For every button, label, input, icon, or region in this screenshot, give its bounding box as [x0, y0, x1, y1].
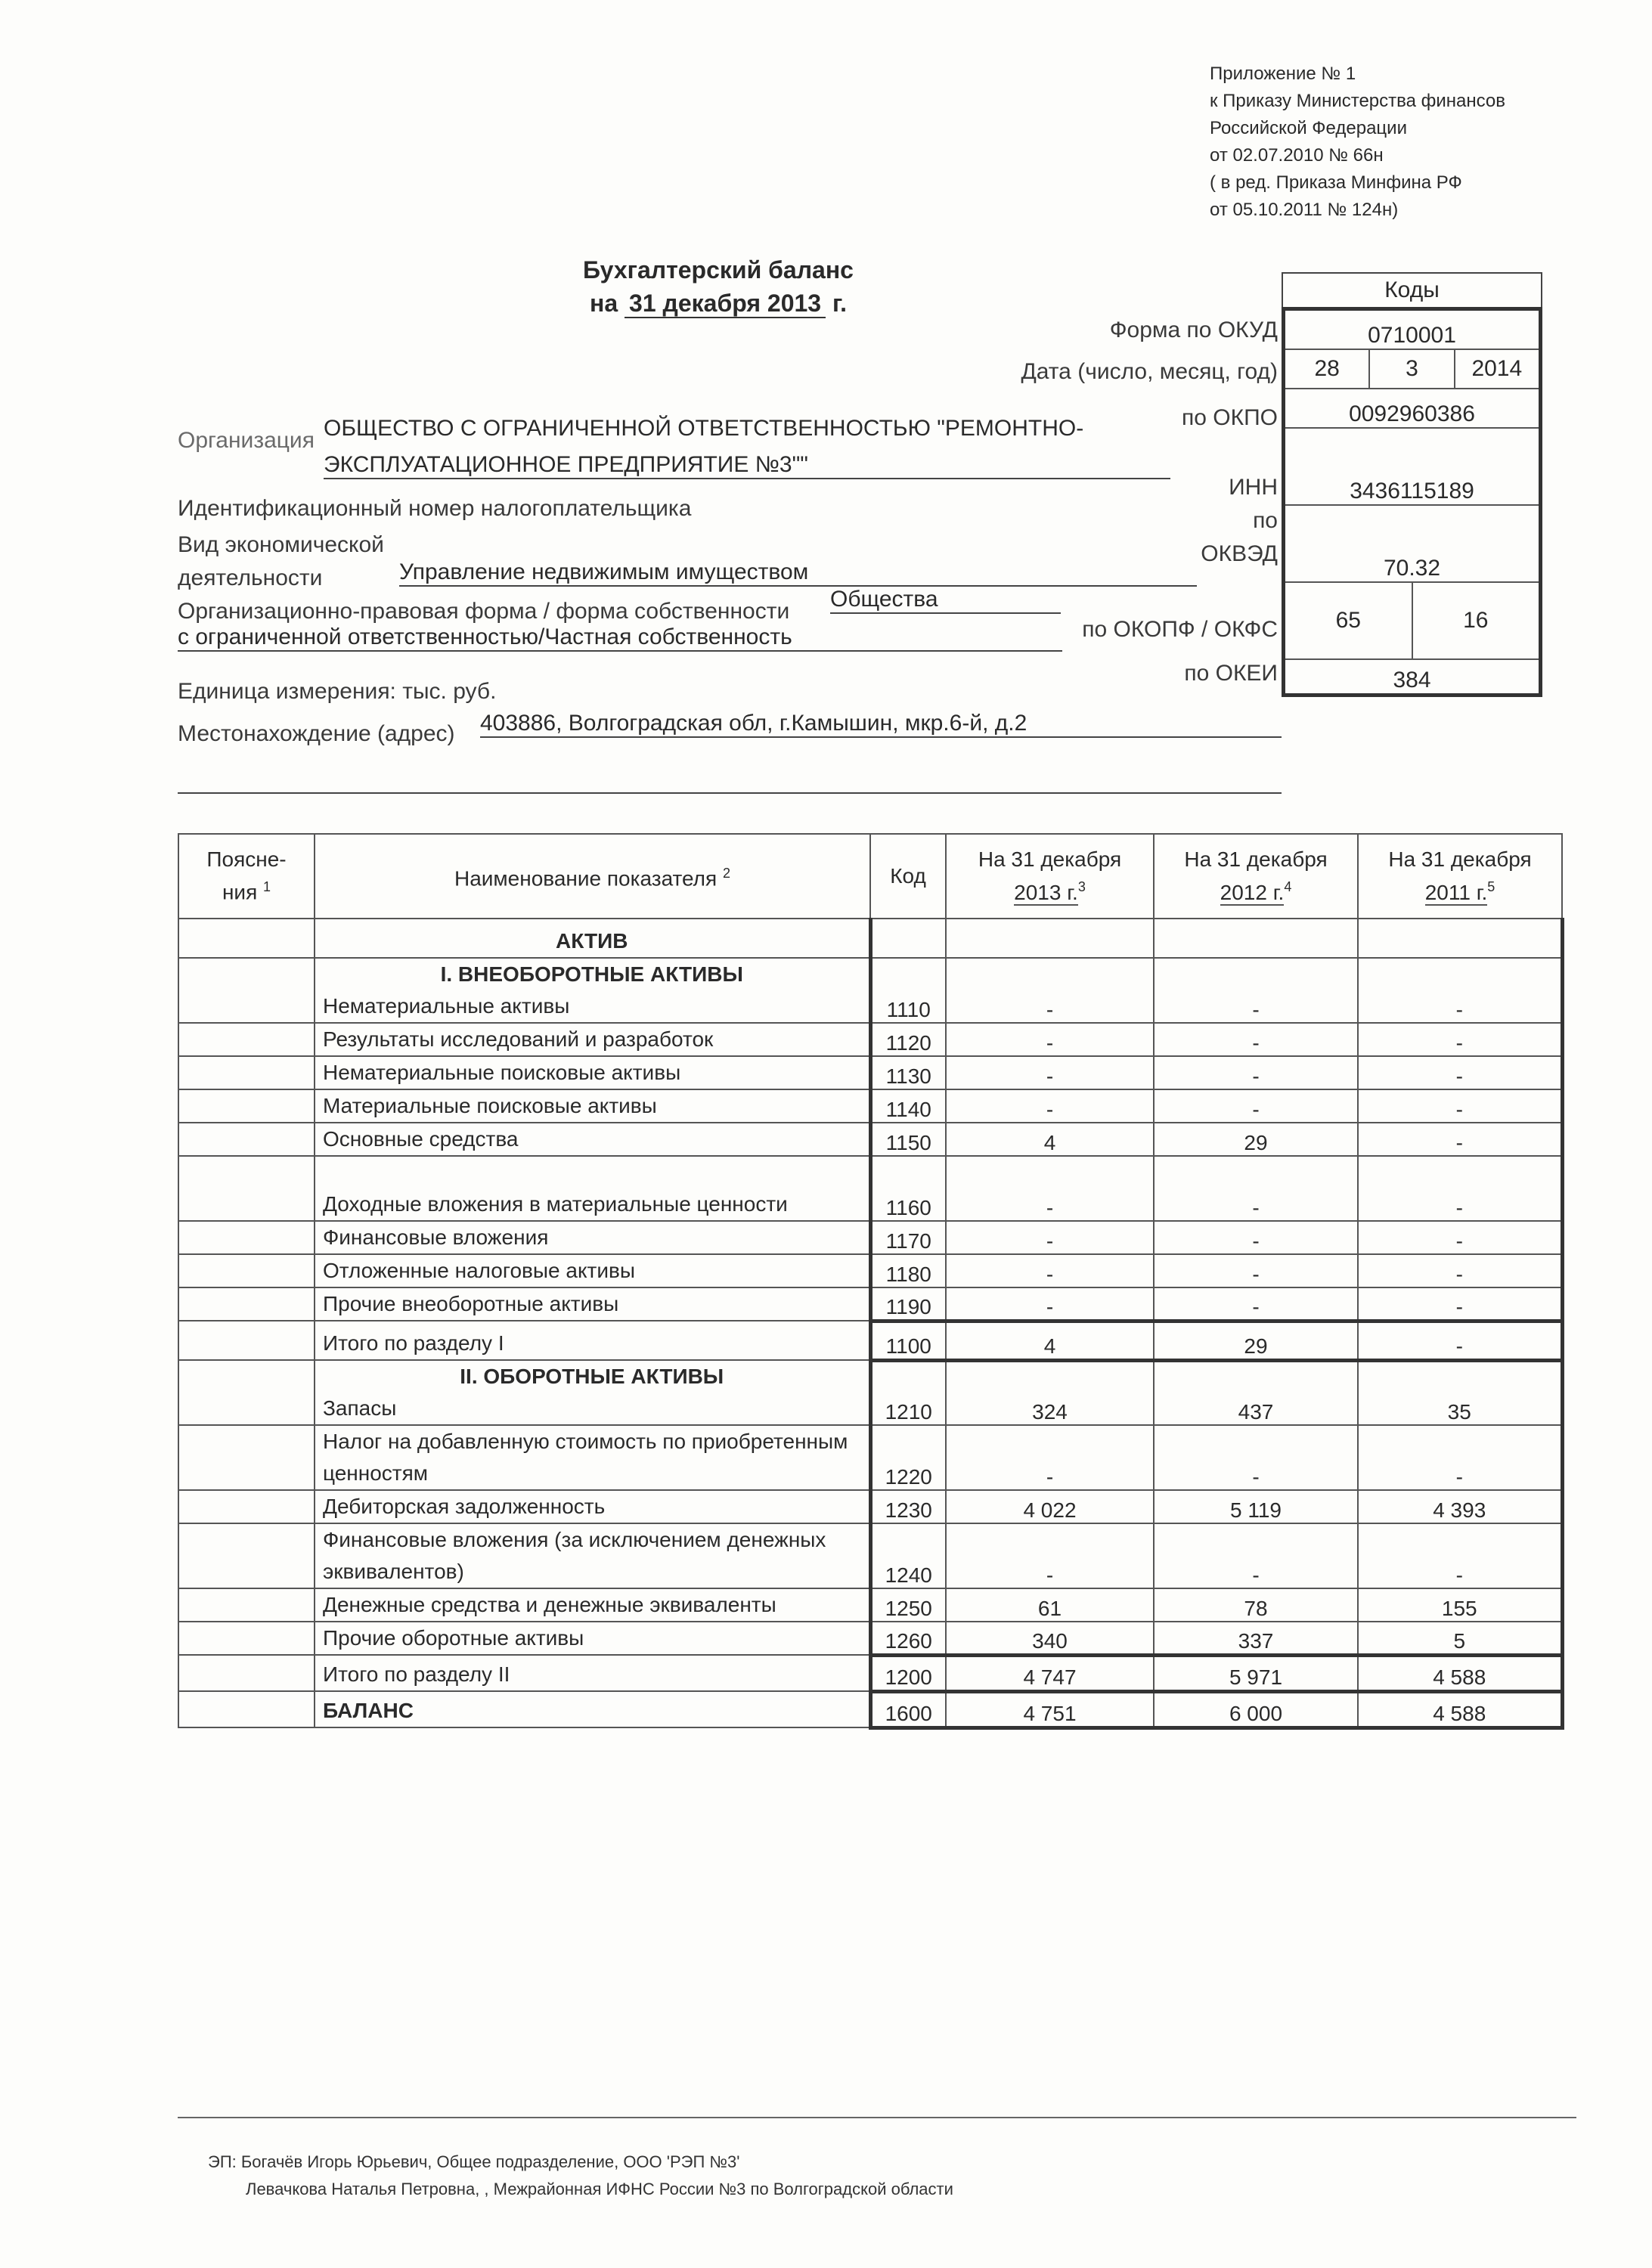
row-code: 1230: [870, 1490, 946, 1523]
date-values: [1285, 350, 1539, 389]
row-code: 1120: [870, 1023, 946, 1056]
row-code: 1150: [870, 1123, 946, 1156]
appendix-line: Приложение № 1: [1210, 64, 1356, 84]
value-2013: -: [946, 1156, 1154, 1221]
appendix-line: ( в ред. Приказа Минфина РФ: [1210, 172, 1462, 193]
org-label: Организация: [178, 428, 315, 453]
table-row: [178, 1490, 1562, 1523]
title-prefix: на: [590, 290, 618, 317]
legal-form-value-1: Общества: [830, 587, 1061, 614]
legal-form-value-2: с ограниченной ответственностью/Частная собственность: [178, 624, 1062, 652]
value-2011: -: [1358, 958, 1562, 1023]
table-row: [178, 1360, 1562, 1425]
header-code: Код: [870, 834, 946, 919]
appendix-line: от 02.07.2010 № 66н: [1210, 145, 1384, 166]
value-2013: -: [946, 1089, 1154, 1123]
value-2013: 61: [946, 1588, 1154, 1622]
value-2011: -: [1358, 1254, 1562, 1287]
appendix-note: [1210, 60, 1505, 224]
note-cell: [178, 1089, 315, 1123]
appendix-line: от 05.10.2011 № 124н): [1210, 200, 1399, 220]
row-name-cell: [315, 958, 870, 1023]
row-name: Денежные средства и денежные эквиваленты: [323, 1593, 776, 1616]
row-name: Финансовые вложения (за исключением денежных эквивалентов): [323, 1528, 826, 1583]
table-row: [178, 1156, 1562, 1221]
date-label: Дата (число, месяц, год): [1021, 359, 1278, 384]
okpo-value: 0092960386: [1285, 389, 1539, 429]
appendix-line: к Приказу Министерства финансов: [1210, 91, 1506, 111]
note-cell: [178, 919, 315, 958]
okud-label: Форма по ОКУД: [1109, 318, 1278, 342]
table-row: [178, 1622, 1562, 1655]
row-name-cell: [315, 1321, 870, 1360]
row-code: 1240: [870, 1523, 946, 1588]
section-title: I. ВНЕОБОРОТНЫЕ АКТИВЫ: [440, 962, 743, 986]
value-2011: -: [1358, 1089, 1562, 1123]
appendix-line: Российской Федерации: [1210, 118, 1407, 138]
note-cell: [178, 1425, 315, 1490]
value-2013: 324: [946, 1360, 1154, 1425]
note-cell: [178, 1622, 315, 1655]
unit-label: Единица измерения: тыс. руб.: [178, 679, 497, 704]
row-name: Нематериальные поисковые активы: [323, 1061, 681, 1084]
value-2012: 29: [1154, 1123, 1358, 1156]
value-2013: -: [946, 1254, 1154, 1287]
row-name-cell: [315, 1523, 870, 1588]
okved-value: 70.32: [1285, 506, 1539, 583]
row-name-cell: [315, 1588, 870, 1622]
row-name: Итого по разделу I: [323, 1331, 504, 1355]
value-2013: -: [946, 1221, 1154, 1254]
row-name: Результаты исследований и разработок: [323, 1027, 714, 1051]
row-name-cell: [315, 1490, 870, 1523]
header-note: Поясне- ния $^1$: [178, 834, 315, 919]
row-name: Итого по разделу II: [323, 1662, 510, 1686]
value-2011: -: [1358, 1023, 1562, 1056]
row-name-cell: [315, 1156, 870, 1221]
value-2011: 4 588: [1358, 1691, 1562, 1727]
row-code: 1250: [870, 1588, 946, 1622]
row-code: 1220: [870, 1425, 946, 1490]
row-code: 1160: [870, 1156, 946, 1221]
row-name: Отложенные налоговые активы: [323, 1259, 635, 1282]
note-cell: [178, 1056, 315, 1089]
row-name-cell: [315, 1221, 870, 1254]
row-name: Прочие оборотные активы: [323, 1626, 584, 1650]
table-row: [178, 1588, 1562, 1622]
table-row: [178, 1655, 1562, 1691]
value-2012: 78: [1154, 1588, 1358, 1622]
table-row: [178, 1221, 1562, 1254]
row-name: Основные средства: [323, 1127, 519, 1151]
document-title: [522, 253, 915, 320]
balance-table: [178, 833, 1564, 1730]
row-name-cell: [315, 1691, 870, 1727]
row-name: БАЛАНС: [323, 1699, 414, 1722]
note-cell: [178, 1287, 315, 1321]
header-2013: На 31 декабря 2013 г.$^3$: [946, 834, 1154, 919]
activity-label-2: деятельности: [178, 565, 323, 590]
value-2013: 4: [946, 1123, 1154, 1156]
note-cell: [178, 1254, 315, 1287]
inn-label: Идентификационный номер налогоплательщика: [178, 496, 692, 521]
value-2013: 4 022: [946, 1490, 1154, 1523]
table-row: [178, 1287, 1562, 1321]
note-cell: [178, 1321, 315, 1360]
value-2012: -: [1154, 1156, 1358, 1221]
value-2012: 5 119: [1154, 1490, 1358, 1523]
value-2012: -: [1154, 1089, 1358, 1123]
row-name-cell: [315, 1425, 870, 1490]
note-cell: [178, 1691, 315, 1727]
value-2011: 155: [1358, 1588, 1562, 1622]
value-2013: -: [946, 1425, 1154, 1490]
row-name: Прочие внеоборотные активы: [323, 1292, 619, 1315]
value-2011: 4 588: [1358, 1655, 1562, 1691]
note-cell: [178, 1655, 315, 1691]
value-2011: -: [1358, 1287, 1562, 1321]
note-cell: [178, 1360, 315, 1425]
value-2012: -: [1154, 1056, 1358, 1089]
row-name-cell: [315, 1123, 870, 1156]
value-2011: -: [1358, 1056, 1562, 1089]
row-name-cell: [315, 1622, 870, 1655]
value-2013: -: [946, 1523, 1154, 1588]
value-2012: -: [1154, 1425, 1358, 1490]
value-2012: -: [1154, 958, 1358, 1023]
value-cell: [1154, 919, 1358, 958]
date-month: 3: [1370, 350, 1455, 388]
codes-grid: [1282, 307, 1542, 697]
note-cell: [178, 1123, 315, 1156]
value-2011: 35: [1358, 1360, 1562, 1425]
header-2011: На 31 декабря 2011 г.$^5$: [1358, 834, 1562, 919]
table-row: [178, 958, 1562, 1023]
date-year: 2014: [1471, 356, 1523, 381]
table-row: [178, 1523, 1562, 1588]
value-2013: -: [946, 1023, 1154, 1056]
row-name: Материальные поисковые активы: [323, 1094, 657, 1117]
okfs-value: 16: [1463, 608, 1489, 633]
signature-line-2: Левачкова Наталья Петровна, , Межрайонная ИФНС России №3 по Волгоградской области: [246, 2180, 953, 2198]
value-cell: [1358, 919, 1562, 958]
section-title: АКТИВ: [315, 919, 870, 958]
address-label: Местонахождение (адрес): [178, 721, 455, 746]
value-2013: -: [946, 1287, 1154, 1321]
row-code: 1190: [870, 1287, 946, 1321]
table-row: [178, 1056, 1562, 1089]
value-2012: 437: [1154, 1360, 1358, 1425]
section-row: [178, 919, 1562, 958]
row-name: Запасы: [323, 1396, 397, 1420]
row-code: 1110: [870, 958, 946, 1023]
value-2012: -: [1154, 1221, 1358, 1254]
signature-line-1: ЭП: Богачёв Игорь Юрьевич, Общее подразделение, ООО 'РЭП №3': [208, 2152, 740, 2171]
table-row: [178, 1425, 1562, 1490]
row-code: 1170: [870, 1221, 946, 1254]
row-name-cell: [315, 1089, 870, 1123]
value-2013: 340: [946, 1622, 1154, 1655]
note-cell: [178, 1588, 315, 1622]
codes-header: Коды: [1282, 272, 1542, 307]
row-name-cell: [315, 1655, 870, 1691]
value-cell: [946, 919, 1154, 958]
row-name: Нематериальные активы: [323, 994, 570, 1018]
table-row: [178, 1089, 1562, 1123]
value-2012: 337: [1154, 1622, 1358, 1655]
code-cell: [870, 919, 946, 958]
row-name: Финансовые вложения: [323, 1225, 549, 1249]
table-row: [178, 1123, 1562, 1156]
okopf-okfs-values: [1285, 583, 1539, 660]
title-line-1: Бухгалтерский баланс: [583, 256, 854, 284]
inn-code-label: ИНН: [1229, 475, 1278, 500]
footer-divider: [178, 2117, 1576, 2118]
row-code: 1200: [870, 1655, 946, 1691]
row-name-cell: [315, 1287, 870, 1321]
activity-value: Управление недвижимым имуществом: [399, 559, 1197, 587]
value-2011: -: [1358, 1523, 1562, 1588]
okei-value: 384: [1393, 668, 1431, 692]
title-suffix: г.: [832, 290, 847, 317]
value-2012: 29: [1154, 1321, 1358, 1360]
row-code: 1140: [870, 1089, 946, 1123]
okved-label-1: по: [1253, 508, 1278, 533]
row-code: 1210: [870, 1360, 946, 1425]
signature-footer: [208, 2149, 953, 2203]
title-line-2: [522, 287, 915, 320]
value-2012: -: [1154, 1023, 1358, 1056]
note-cell: [178, 1221, 315, 1254]
value-2012: -: [1154, 1523, 1358, 1588]
value-2011: -: [1358, 1123, 1562, 1156]
row-name-cell: [315, 1254, 870, 1287]
row-name-cell: [315, 1056, 870, 1089]
okopf-value: 65: [1285, 583, 1413, 658]
row-code: 1600: [870, 1691, 946, 1727]
value-2011: -: [1358, 1221, 1562, 1254]
note-cell: [178, 1023, 315, 1056]
table-header-row: [178, 834, 1562, 919]
value-2013: -: [946, 958, 1154, 1023]
row-name-cell: [315, 1023, 870, 1056]
value-2012: 5 971: [1154, 1655, 1358, 1691]
table-row: [178, 1691, 1562, 1727]
value-2012: -: [1154, 1287, 1358, 1321]
note-cell: [178, 1523, 315, 1588]
okei-label: по ОКЕИ: [1184, 661, 1278, 686]
value-2012: 6 000: [1154, 1691, 1358, 1727]
date-day: 28: [1285, 350, 1370, 388]
section-title: II. ОБОРОТНЫЕ АКТИВЫ: [460, 1365, 724, 1388]
activity-label-1: Вид экономической: [178, 532, 384, 557]
header-2012: На 31 декабря 2012 г.$^4$: [1154, 834, 1358, 919]
okved-label-2: ОКВЭД: [1201, 541, 1278, 566]
value-2011: -: [1358, 1156, 1562, 1221]
row-name-cell: [315, 1360, 870, 1425]
okopf-label: по ОКОПФ / ОКФС: [1082, 617, 1278, 642]
address-value: 403886, Волгоградская обл, г.Камышин, мкр.6-й, д.2: [480, 711, 1282, 738]
row-name: Доходные вложения в материальные ценности: [323, 1192, 788, 1216]
address-extra-line: [178, 792, 1282, 794]
row-name: Дебиторская задолженность: [323, 1495, 606, 1518]
org-name-line-2: ЭКСПЛУАТАЦИОННОЕ ПРЕДПРИЯТИЕ №3"": [324, 452, 1170, 479]
row-code: 1180: [870, 1254, 946, 1287]
okpo-label: по ОКПО: [1182, 405, 1278, 430]
row-code: 1130: [870, 1056, 946, 1089]
value-2013: 4: [946, 1321, 1154, 1360]
row-code: 1260: [870, 1622, 946, 1655]
org-name-line-1: ОБЩЕСТВО С ОГРАНИЧЕННОЙ ОТВЕТСТВЕННОСТЬЮ "РЕМОНТНО-: [324, 416, 1084, 441]
table-row: [178, 1321, 1562, 1360]
table-row: [178, 1254, 1562, 1287]
note-cell: [178, 1490, 315, 1523]
value-2011: -: [1358, 1425, 1562, 1490]
row-name: Налог на добавленную стоимость по приобретенным ценностям: [323, 1430, 848, 1485]
value-2011: -: [1358, 1321, 1562, 1360]
value-2013: 4 751: [946, 1691, 1154, 1727]
value-2012: -: [1154, 1254, 1358, 1287]
header-name: Наименование показателя $^2$: [315, 834, 870, 919]
title-date: 31 декабря 2013: [625, 290, 826, 318]
value-2013: -: [946, 1056, 1154, 1089]
table-row: [178, 1023, 1562, 1056]
value-2011: 5: [1358, 1622, 1562, 1655]
okud-value: 0710001: [1285, 311, 1539, 350]
note-cell: [178, 958, 315, 1023]
inn-value: 3436115189: [1285, 429, 1539, 506]
value-2013: 4 747: [946, 1655, 1154, 1691]
value-2011: 4 393: [1358, 1490, 1562, 1523]
note-cell: [178, 1156, 315, 1221]
codes-box: [1282, 272, 1542, 697]
legal-form-label: Организационно-правовая форма / форма собственности: [178, 599, 790, 624]
row-code: 1100: [870, 1321, 946, 1360]
